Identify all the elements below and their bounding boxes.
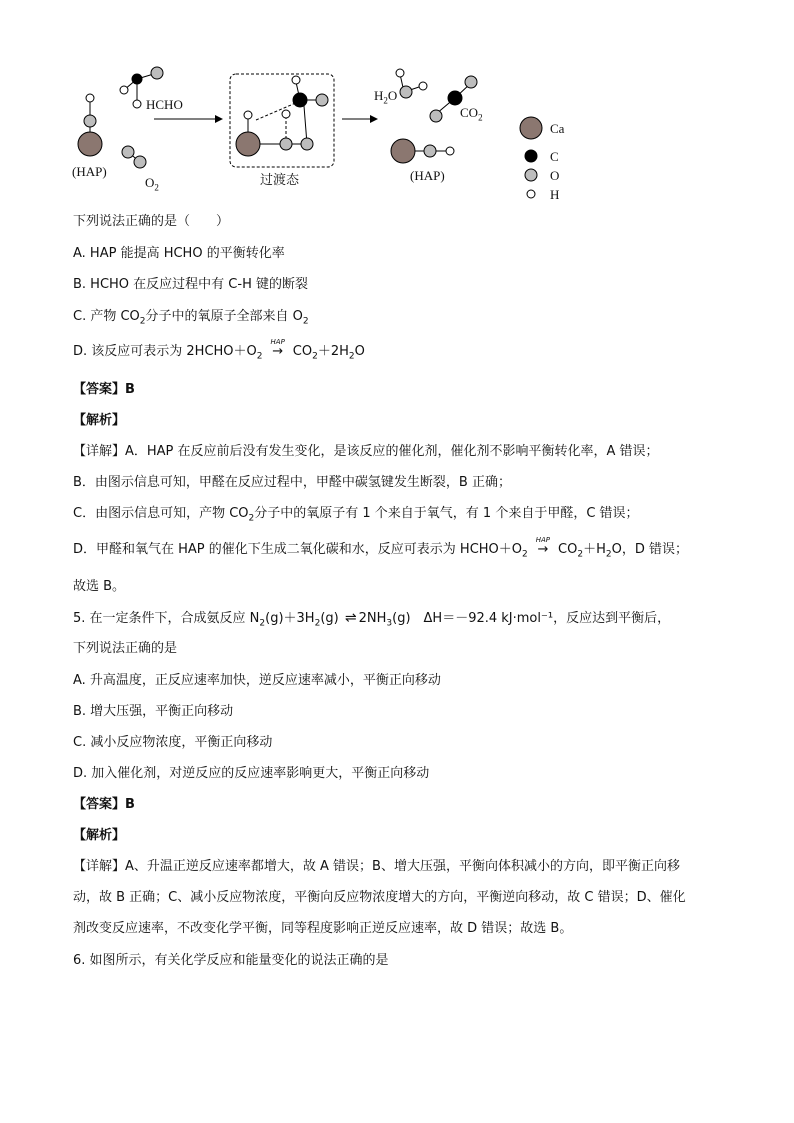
q5-stem: 5. 在一定条件下，合成氨反应 $N_2(g)+3H_2(g)$ ⇌ $2NH_3(g)$ ΔH＝－92.4 kJ·mol⁻¹，反应达到平衡后， (73, 610, 671, 629)
label-hap-right: (HAP) (410, 168, 445, 183)
legend-swatch-h (527, 190, 535, 198)
reactant-hap (78, 94, 102, 156)
q4-stem: 下列说法正确的是（ ） (73, 214, 230, 229)
q5-detail-line3: 剂改变反应速率，不改变化学平衡，同等程度影响正逆反应速率，故 D 错误；故选 B。 (73, 921, 573, 936)
legend-swatch-ca (520, 117, 542, 139)
label-h2o: $H_2O$ (374, 88, 398, 106)
reaction-arrow-2 (342, 115, 378, 123)
legend (520, 117, 542, 198)
legend-swatch-c (525, 150, 537, 162)
legend-label-o: O (550, 168, 560, 183)
q4-option-d: D. 该反应可表示为 $2HCHO+O_2$ HAP → $CO_2+2H_2O$ (73, 338, 365, 362)
q4-conclusion: 故选 B。 (73, 579, 126, 594)
q4-option-a: A. HAP 能提高 HCHO 的平衡转化率 (73, 246, 285, 261)
reactant-o2 (122, 146, 146, 168)
q4-analysis-heading: 【解析】 (73, 413, 126, 428)
catalyst-arrow: HAP → (270, 338, 285, 359)
label-hcho: HCHO (146, 97, 183, 112)
q6-stem: 6. 如图所示，有关化学反应和能量变化的说法正确的是 (73, 953, 389, 968)
catalyst-arrow-detail: HAP → (535, 536, 551, 557)
q4-answer: 【答案】B (73, 382, 135, 397)
reaction-arrow-1 (154, 115, 223, 123)
equilibrium-arrow-icon: ⇌ (344, 610, 357, 626)
label-o2: $O_2$ (145, 175, 159, 193)
legend-label-c: C (550, 149, 559, 164)
legend-label-h: H (550, 187, 560, 202)
transition-state-molecule (236, 76, 328, 156)
q5-answer: 【答案】B (73, 797, 135, 812)
label-hap-left: (HAP) (72, 164, 107, 179)
q4-detail-c: C．由图示信息可知，产物 $CO_2$分子中的氧原子有 1 个来自于氧气，有 1 个来自于甲醛，C 错误； (73, 506, 639, 524)
q4-detail-a: 【详解】A．HAP 在反应前后没有发生变化，是该反应的催化剂，催化剂不影响平衡转化率，A 错误； (73, 444, 659, 459)
reaction-mechanism-svg (60, 60, 600, 200)
product-h2o (396, 69, 427, 98)
q5-stem-line2: 下列说法正确的是 (73, 641, 178, 656)
q5-option-c: C. 减小反应物浓度，平衡正向移动 (73, 735, 273, 750)
q4-option-b: B. HCHO 在反应过程中有 C-H 键的断裂 (73, 277, 308, 292)
q4-detail-b: B．由图示信息可知，甲醛在反应过程中，甲醛中碳氢键发生断裂，B 正确； (73, 475, 511, 490)
label-transition-state: 过渡态 (260, 173, 300, 188)
q4-detail-d: D．甲醛和氧气在 HAP 的催化下生成二氧化碳和水，反应可表示为 $HCHO+O_2$ HAP → $CO_2+H_2O$，D 错误； (73, 536, 688, 560)
q5-option-b: B. 增大压强，平衡正向移动 (73, 704, 234, 719)
q5-option-d: D. 加入催化剂，对逆反应的反应速率影响更大，平衡正向移动 (73, 766, 430, 781)
legend-swatch-o (525, 169, 537, 181)
q4-option-c: C. 产物 $CO_2$分子中的氧原子全部来自 $O_2$ (73, 309, 309, 327)
product-hap (391, 139, 454, 163)
legend-label-ca: Ca (550, 121, 565, 136)
reaction-diagram (60, 60, 600, 200)
q5-detail-line1: 【详解】A、升温正逆反应速率都增大，故 A 错误；B、增大压强，平衡向体积减小的方向，即平衡正向移 (73, 859, 680, 874)
label-co2: $CO_2$ (460, 105, 483, 123)
q5-analysis-heading: 【解析】 (73, 828, 126, 843)
q5-detail-line2: 动，故 B 正确；C、减小反应物浓度，平衡向反应物浓度增大的方向，平衡逆向移动，故 C 错误；D、催化 (73, 890, 686, 905)
q5-option-a: A. 升高温度，正反应速率加快，逆反应速率减小，平衡正向移动 (73, 673, 441, 688)
